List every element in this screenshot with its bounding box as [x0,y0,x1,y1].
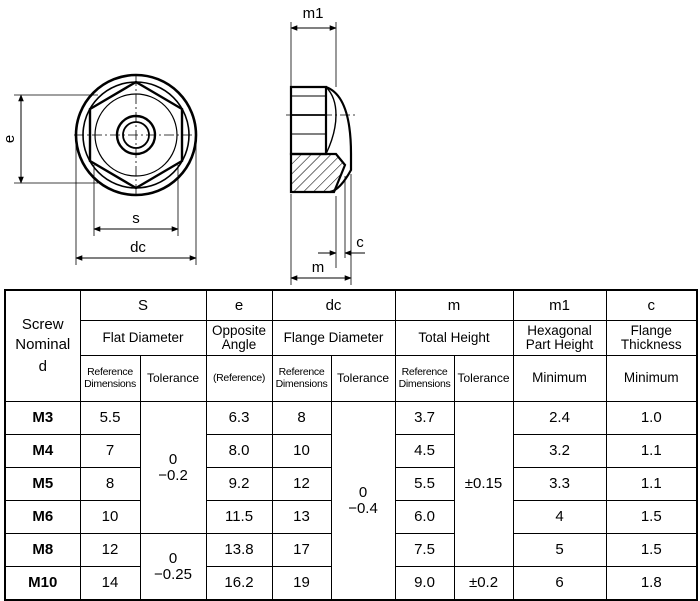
subheader-m-tolerance: Tolerance [454,356,513,402]
ref-line-1: Reference [401,366,448,379]
tol-upper: 0 [358,483,368,501]
subheader-s-reference [80,356,140,402]
screw-header-line-1: Screw [21,316,64,334]
s-cell: 10 [80,501,140,534]
header-dc-name: Flange Diameter [272,321,395,356]
tol-lower: −0.25 [154,565,192,583]
e-cell: 16.2 [206,567,272,601]
c-cell: 1.5 [606,501,697,534]
dc-tolerance [331,402,395,601]
m1-cell: 3.2 [513,435,606,468]
tol-lower: −0.4 [348,499,378,517]
s-cell: 12 [80,534,140,567]
nominal-cell: M5 [5,468,80,501]
c-cell: 1.5 [606,534,697,567]
header-m-symbol: m [395,290,513,321]
header-s-symbol: S [80,290,206,321]
header-m-name: Total Height [395,321,513,356]
m-tolerance-small: ±0.15 [454,402,513,567]
header-e-name [206,321,272,356]
header-sub-row [5,356,697,402]
dimension-label-e: e [1,134,18,144]
nut-top-view [74,75,198,196]
m-cell: 3.7 [395,402,454,435]
screw-nominal-header [5,290,80,402]
dimension-e [14,95,98,183]
ref-line-2: Dimensions [275,377,328,390]
dc-cell: 19 [272,567,331,601]
subheader-c-minimum: Minimum [606,356,697,402]
c-cell: 1.1 [606,468,697,501]
dimension-table [4,289,698,601]
dimension-label-m1: m1 [302,5,324,22]
m-cell: 9.0 [395,567,454,601]
technical-drawing [0,0,700,290]
ref-line-1: Reference [87,366,133,379]
nominal-cell: M10 [5,567,80,601]
e-cell: 6.3 [206,402,272,435]
nominal-cell: M3 [5,402,80,435]
s-cell: 8 [80,468,140,501]
screw-header-line-2: Nominal [15,336,71,354]
c-cell: 1.1 [606,435,697,468]
m-cell: 5.5 [395,468,454,501]
header-e-name-line-2: Angle [221,337,257,352]
header-c-name-line-1: Flange [630,322,672,338]
nominal-cell: M4 [5,435,80,468]
subheader-m1-minimum: Minimum [513,356,606,402]
subheader-dc-tolerance: Tolerance [331,356,395,402]
nominal-cell: M8 [5,534,80,567]
header-m1-symbol: m1 [513,290,606,321]
m1-cell: 6 [513,567,606,601]
e-cell: 8.0 [206,435,272,468]
dc-cell: 12 [272,468,331,501]
s-tolerance-large [140,534,206,601]
c-cell: 1.0 [606,402,697,435]
tol-lower: −0.2 [158,466,188,484]
dc-cell: 17 [272,534,331,567]
m1-cell: 5 [513,534,606,567]
s-tolerance-small [140,402,206,534]
s-cell: 7 [80,435,140,468]
header-m1-name [513,321,606,356]
header-c-name [606,321,697,356]
dimension-label-s: s [132,210,140,227]
s-cell: 14 [80,567,140,601]
dimension-label-m: m [311,259,325,276]
m1-cell: 2.4 [513,402,606,435]
header-dc-symbol: dc [272,290,395,321]
header-symbol-row [5,290,697,321]
subheader-s-tolerance: Tolerance [140,356,206,402]
nominal-cell: M6 [5,501,80,534]
m1-cell: 4 [513,501,606,534]
dimension-label-c: c [356,234,364,251]
header-c-name-line-2: Thickness [620,337,682,352]
header-e-symbol: e [206,290,272,321]
e-cell: 9.2 [206,468,272,501]
dc-cell: 8 [272,402,331,435]
m-cell: 7.5 [395,534,454,567]
ref-line-1: Reference [278,366,325,379]
m-cell: 4.5 [395,435,454,468]
dimension-m1 [291,22,336,87]
ref-line-2: Dimensions [84,377,136,390]
ref-line-2: Dimensions [398,377,451,390]
dc-cell: 10 [272,435,331,468]
dc-cell: 13 [272,501,331,534]
dimension-label-dc: dc [130,239,146,256]
header-name-row [5,321,697,356]
subheader-m-reference [395,356,454,402]
header-m1-name-line-2: Part Height [525,337,594,352]
e-cell: 11.5 [206,501,272,534]
tol-upper: 0 [168,450,178,468]
m-cell: 6.0 [395,501,454,534]
m1-cell: 3.3 [513,468,606,501]
table-row [5,402,697,435]
screw-header-line-3: d [38,357,47,375]
subheader-e-reference: (Reference) [206,356,272,402]
subheader-dc-reference [272,356,331,402]
s-cell: 5.5 [80,402,140,435]
m-tolerance-large: ±0.2 [454,567,513,601]
tol-upper: 0 [168,549,178,567]
e-cell: 13.8 [206,534,272,567]
header-m1-name-line-1: Hexagonal [527,322,592,338]
nut-side-view [286,87,356,192]
header-c-symbol: c [606,290,697,321]
header-e-name-line-1: Opposite [211,322,267,338]
c-cell: 1.8 [606,567,697,601]
header-s-name: Flat Diameter [80,321,206,356]
